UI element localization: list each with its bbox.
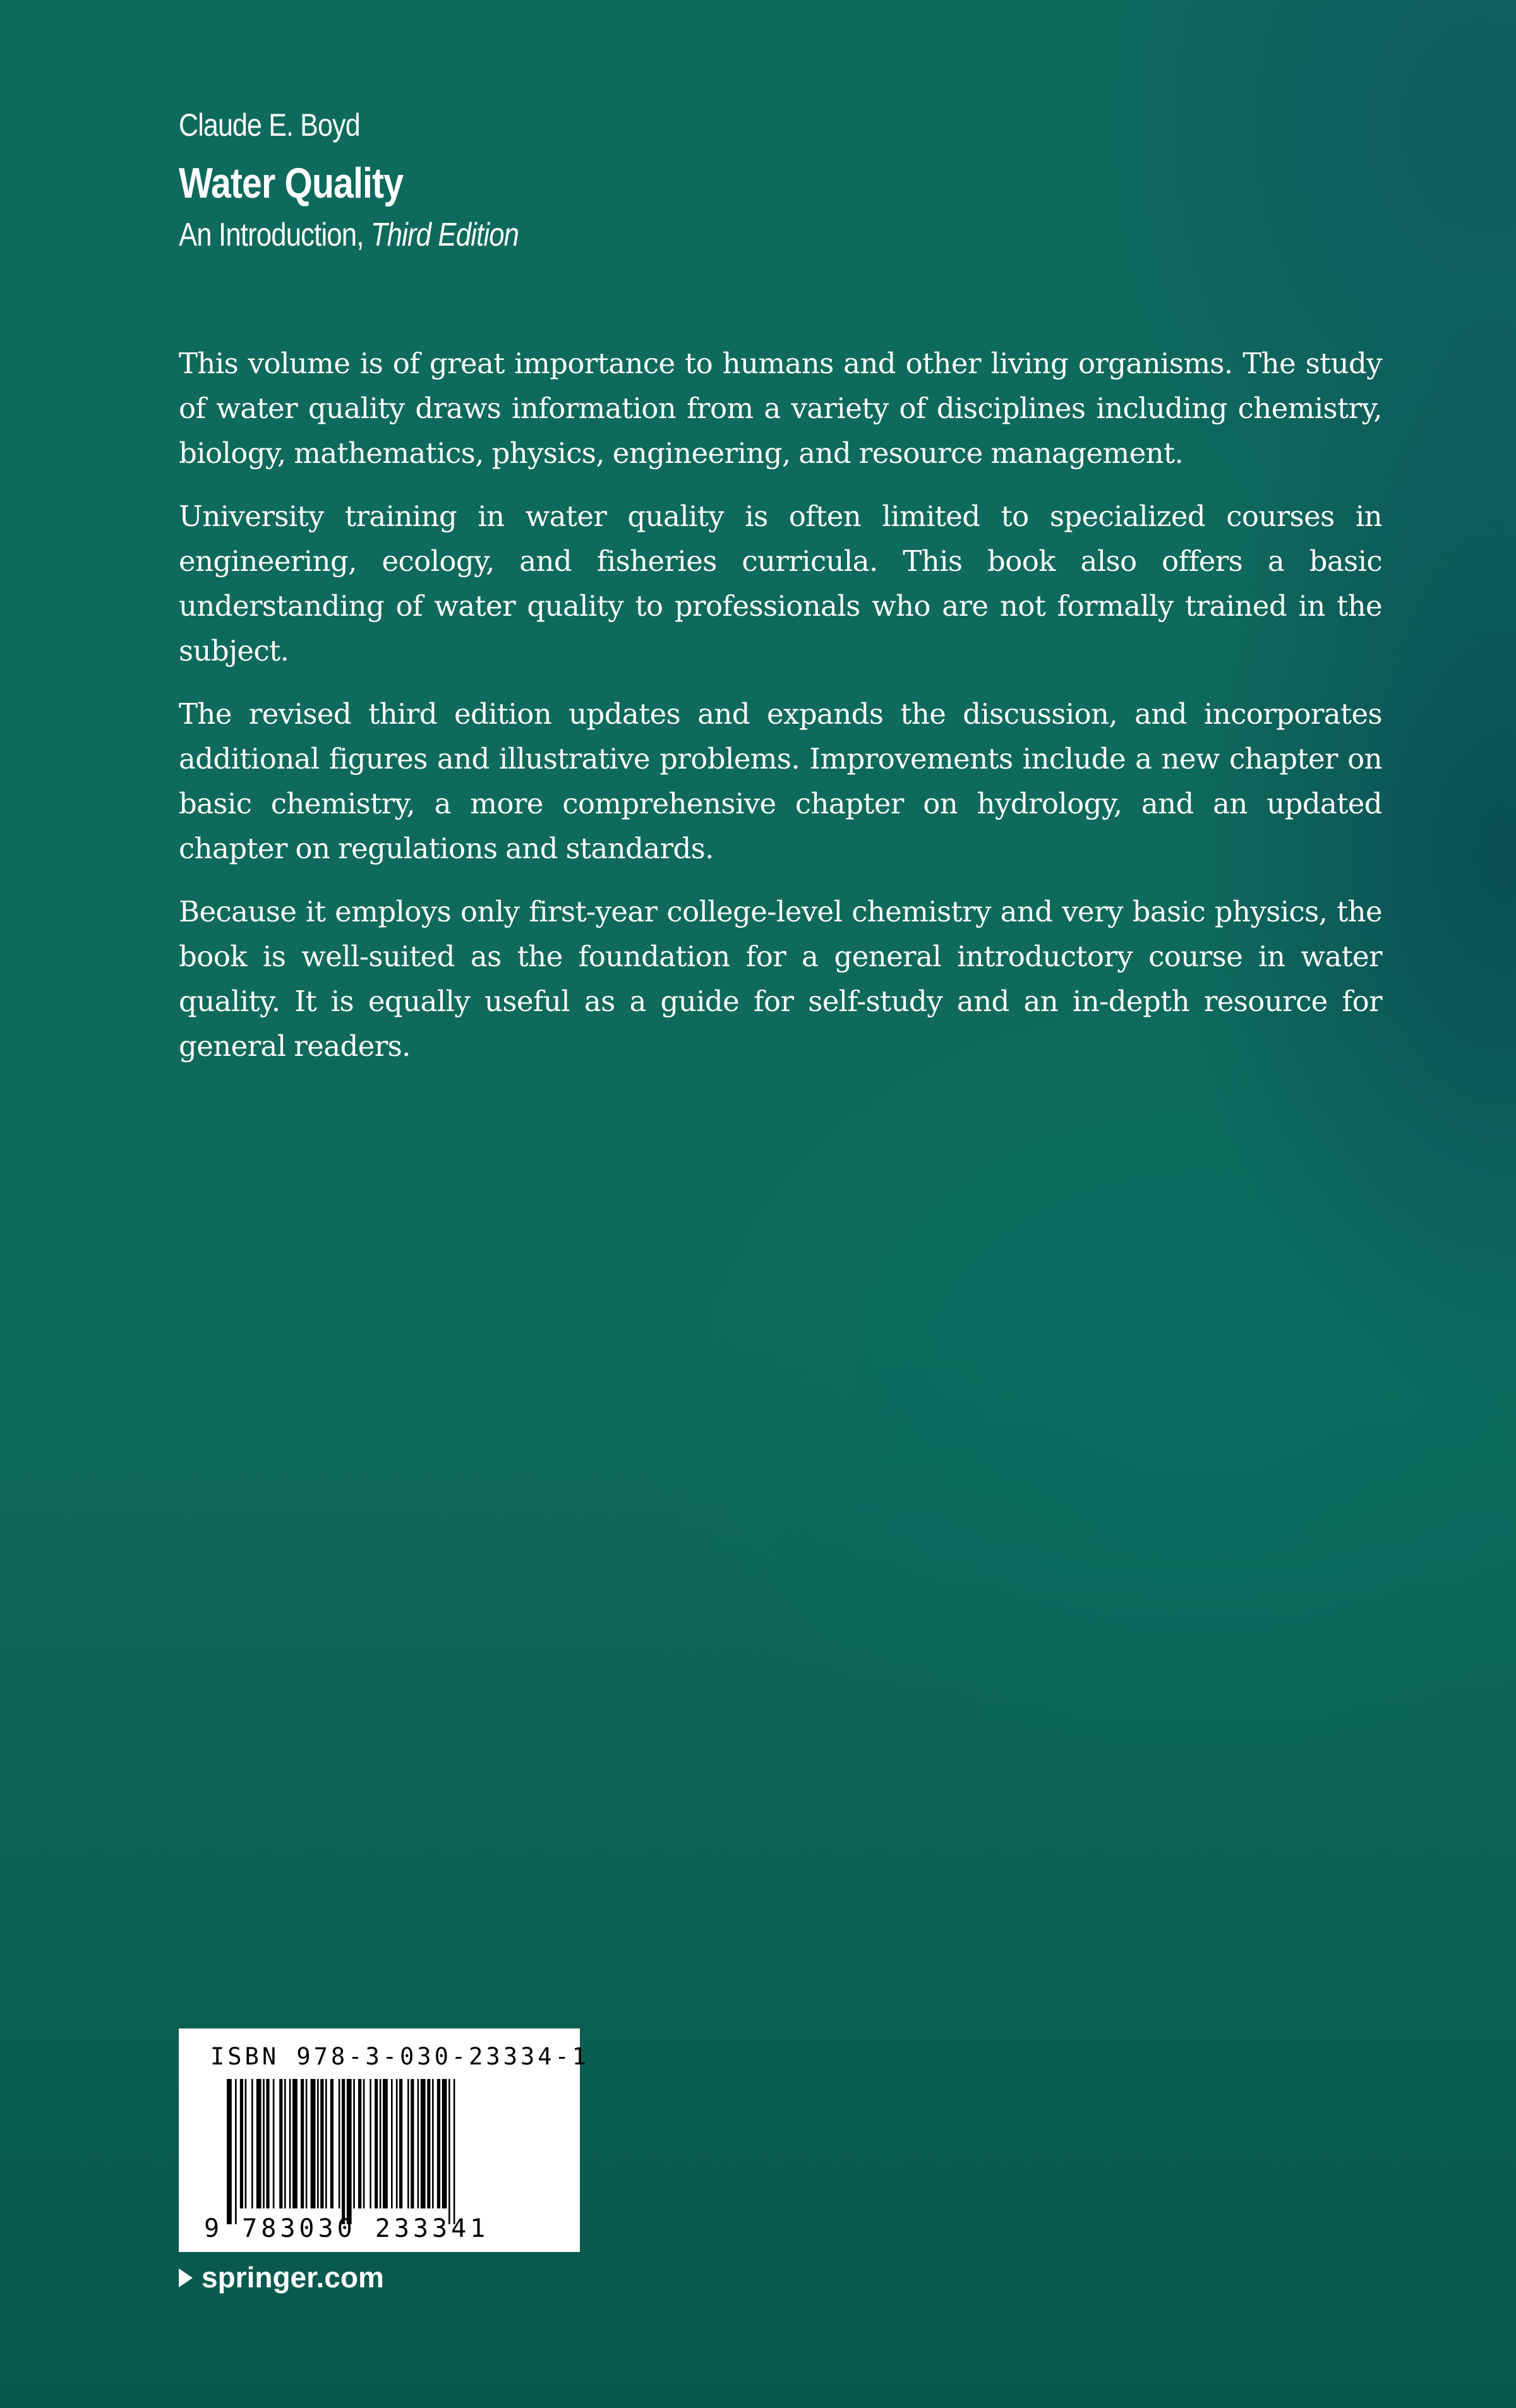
book-title: Water Quality <box>179 159 404 207</box>
barcode-bar <box>411 2079 414 2208</box>
barcode-bar <box>227 2079 232 2224</box>
book-description <box>179 341 1382 1087</box>
barcode-bar <box>380 2079 382 2208</box>
subtitle-main: An Introduction, <box>179 217 371 253</box>
barcode-bar <box>317 2079 319 2208</box>
book-header <box>179 106 584 255</box>
barcode-bar <box>454 2079 455 2224</box>
barcode-bar <box>448 2079 450 2224</box>
barcode-bar <box>292 2079 298 2208</box>
description-paragraph-2: University training in water quality is often limited to specialized courses in engineering, ecology, and fisheries curricula. This book also offers a basic understanding of water quality to professionals who are not formally trained in the subject. <box>179 500 1382 668</box>
barcode-bar <box>437 2079 440 2208</box>
isbn-barcode <box>179 2028 590 2252</box>
barcode-bar <box>375 2079 378 2208</box>
description-paragraph-1: This volume is of great importance to humans and other living organisms. The study of water quality draws information from a variety of disciplines including chemistry, biology, mathematics, physics, engineering, and resource management. <box>179 347 1382 470</box>
barcode-bar <box>370 2079 371 2208</box>
barcode-bar <box>353 2079 355 2208</box>
author-name: Claude E. Boyd <box>179 107 360 143</box>
barcode-bar <box>418 2079 419 2208</box>
publisher-link[interactable] <box>179 2258 384 2296</box>
barcode-bar <box>396 2079 398 2208</box>
description-paragraph-3: The revised third edition updates and expands the discussion, and incorporates additional figures and illustrative problems. Improvements include a new chapter on basic chemistry, a more comprehensive chapter on hydrology, and an updated chapter on regulations and standards. <box>179 697 1382 865</box>
barcode-bar <box>421 2079 426 2208</box>
barcode-bar <box>256 2079 262 2208</box>
barcode-bar <box>342 2079 345 2224</box>
isbn-label: ISBN 978-3-030-23334-1 <box>210 2043 590 2070</box>
barcode-bar <box>263 2079 265 2208</box>
barcode-bar <box>306 2079 308 2208</box>
barcode-bar <box>325 2079 327 2208</box>
barcode-bar <box>311 2079 316 2208</box>
barcode-bar <box>363 2079 365 2208</box>
publisher-url: springer.com <box>202 2261 384 2294</box>
book-subtitle <box>179 215 519 255</box>
barcode-bar <box>432 2079 434 2208</box>
barcode-bar <box>320 2079 323 2208</box>
barcode-bar <box>358 2079 361 2208</box>
barcode-bar <box>339 2079 340 2208</box>
barcode-bar <box>407 2079 409 2208</box>
barcode-bars <box>227 2079 555 2224</box>
barcode-bar <box>289 2079 291 2208</box>
barcode-bar <box>330 2079 334 2208</box>
barcode-bar <box>391 2079 393 2208</box>
barcode-bar <box>301 2079 304 2208</box>
barcode-bar <box>245 2079 247 2208</box>
barcode-bar <box>279 2079 282 2208</box>
barcode-bar <box>273 2079 275 2208</box>
barcode-bar <box>442 2079 447 2208</box>
barcode-bar <box>347 2079 352 2224</box>
barcode-bar <box>284 2079 286 2208</box>
barcode-bar <box>235 2079 237 2224</box>
barcode-bar <box>383 2079 388 2208</box>
barcode-bar <box>240 2079 243 2208</box>
barcode-bar <box>251 2079 253 2208</box>
barcode-bar <box>399 2079 402 2208</box>
description-paragraph-4: Because it employs only first-year college-level chemistry and very basic physics, the book is well-suited as the foundation for a general introductory course in water quality. It is equally useful as a guide for self-study and an in-depth resource for general readers. <box>179 895 1382 1063</box>
barcode-bar <box>266 2079 269 2208</box>
barcode-bar <box>427 2079 430 2208</box>
subtitle-edition: Third Edition <box>370 217 519 253</box>
triangle-right-icon <box>179 2268 193 2287</box>
barcode-digits: 9 783030 233341 <box>204 2214 490 2243</box>
